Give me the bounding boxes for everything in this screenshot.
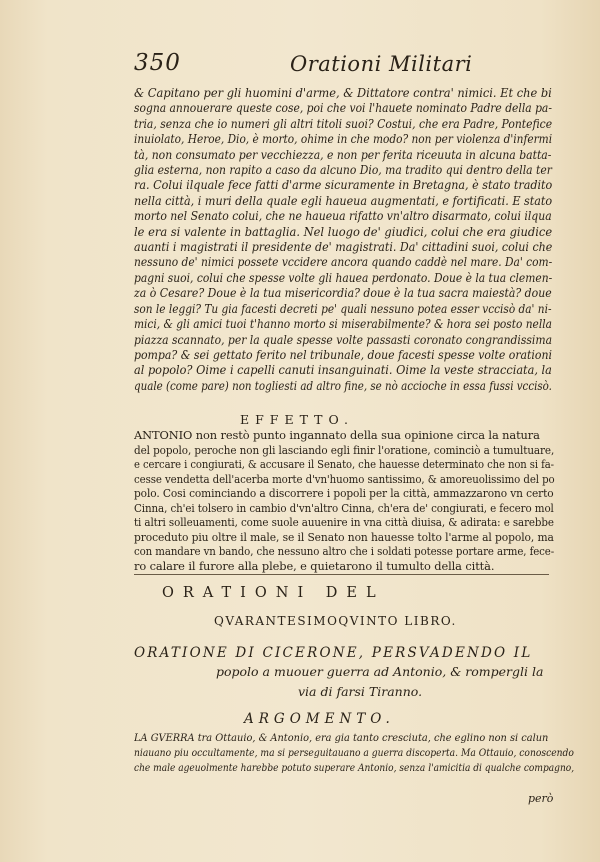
effetto-line: ANTONIO non restò punto ingannato della sua opinione circa la natura [134, 428, 540, 442]
page-header [0, 50, 600, 84]
catchword: però [528, 792, 554, 805]
speech-line: glia esterna, non rapito a caso da alcuno Dio, ma tradito qui dentro della ter [134, 163, 552, 178]
effetto-line: cesse vendetta dell'acerba morte d'vn'huomo santissimo, & amoreuolissimo del po [134, 471, 555, 486]
speech-text [134, 86, 552, 394]
speech-line: auanti i magistrati il presidente de' magistrati. Da' cittadini suoi, colui che [134, 240, 553, 255]
speech-line: son le leggi? Tu gia facesti decreti pe' quali nessuno potea esser vccisò da' ni- [134, 301, 552, 316]
effetto-line: proceduto piu oltre il male, se il Senato non hauesse tolto l'arme al popolo, ma [134, 529, 554, 544]
speech-line: pompa? & sei gettato ferito nel tribunale, doue facesti spesse volte orationi [134, 347, 553, 362]
speech-line: morto nel Senato colui, che ne haueua rifatto vn'altro disarmato, colui ilqua [134, 209, 552, 224]
effetto-line: polo. Cosi cominciando a discorrere i popoli per la città, ammazzarono vn certo [134, 486, 554, 500]
speech-line: sogna annouerare queste cose, poi che voi l'hauete nominato Padre della pa- [134, 101, 552, 116]
speech-line: & Capitano per gli huomini d'arme, & Dittatore contra' nimici. Et che bi [134, 86, 552, 100]
effetto-line: ro calare il furore alla plebe, e quietarono il tumulto della città. [134, 558, 495, 573]
speech-line: ra. Colui ilquale fece fatti d'arme sicuramente in Bretagna, è stato tradito [134, 178, 553, 193]
speech-line: le era si valente in battaglia. Nel luogo de' giudici, colui che era giudice [134, 224, 553, 239]
speech-line: tria, senza che io numeri gli altri titoli suoi? Costui, che era Padre, Pontefice [134, 116, 553, 131]
oration-title-line: ORATIONE DI CICERONE, PERSVADENDO IL [134, 645, 533, 661]
argomento-text [134, 731, 574, 776]
speech-line: nessuno de' nimici possete vccidere ancora quando caddè nel mare. Da' com- [134, 255, 553, 270]
effetto-heading: EFFETTO. [240, 412, 354, 427]
speech-line: tà, non consumato per vecchiezza, e non per ferita riceuuta in alcuna batta- [134, 147, 552, 162]
effetto-line: ti altri solleuamenti, come suole auuenire in vna città diuisa, & adirata: e sarebbe [134, 515, 554, 529]
speech-line: nella città, i muri della quale egli haueua augmentati, e fortificati. E stato [134, 193, 553, 208]
argomento-line: che male ageuolmente harebbe potuto superare Antonio, senza l'amicitia di qualche compagno, [134, 763, 575, 774]
argomento-line: niauano piu occultamente, ma si perseguitauano a guerra discoperta. Ma Ottauio, conoscendo [134, 748, 574, 759]
argomento-line: LA GVERRA tra Ottauio, & Antonio, era gia tanto cresciuta, che eglino non si calun [134, 733, 549, 744]
speech-line: al popolo? Oime i capelli canuti insanguinati. Oime la veste stracciata, la [134, 363, 552, 378]
effetto-line: del popolo, peroche non gli lasciando egli finir l'oratione, cominciò a tumultuare, [134, 442, 555, 457]
book-title: QVARANTESIMOQVINTO LIBRO. [214, 614, 457, 628]
running-title: Orationi Militari [290, 52, 473, 76]
argomento-heading: ARGOMENTO. [244, 711, 395, 727]
effetto-line: Cinna, ch'ei tolsero in cambio d'vn'altro Cinna, ch'era de' congiurati, e fecero mol [134, 500, 554, 515]
effetto-text [134, 428, 554, 573]
section-title: ORATIONI DEL [162, 585, 385, 601]
oration-title-line: popolo a muouer guerra ad Antonio, & rompergli la [216, 664, 544, 679]
speech-line: za ò Cesare? Doue è la tua misericordia? doue è la tua sacra maiestà? doue [134, 286, 552, 301]
speech-line: pagni suoi, colui che spesse volte gli hauea perdonato. Doue è la tua clemen- [134, 270, 553, 285]
effetto-line: e cercare i congiurati, & accusare il Senato, che hauesse determinato che non si fa- [134, 457, 554, 471]
speech-line: inuiolato, Heroe, Dio, è morto, ohime in che modo? non per violenza d'infermi [134, 132, 553, 147]
speech-line: mici, & gli amici tuoi t'hanno morto si miserabilmente? & hora sei posto nella [134, 317, 552, 332]
effetto-line: con mandare vn bando, che nessuno altro che i soldati potesse portare arme, fece- [134, 544, 555, 558]
speech-line: piazza scannato, per la quale spesse volte passasti coronato congrandissima [134, 332, 553, 347]
section-divider [134, 574, 549, 575]
speech-line: quale (come pare) non togliesti ad altro fine, se nò accioche in essa fussi vccisò. [134, 378, 552, 393]
oration-title-line: via di farsi Tiranno. [298, 684, 423, 699]
page-number: 350 [134, 50, 181, 76]
